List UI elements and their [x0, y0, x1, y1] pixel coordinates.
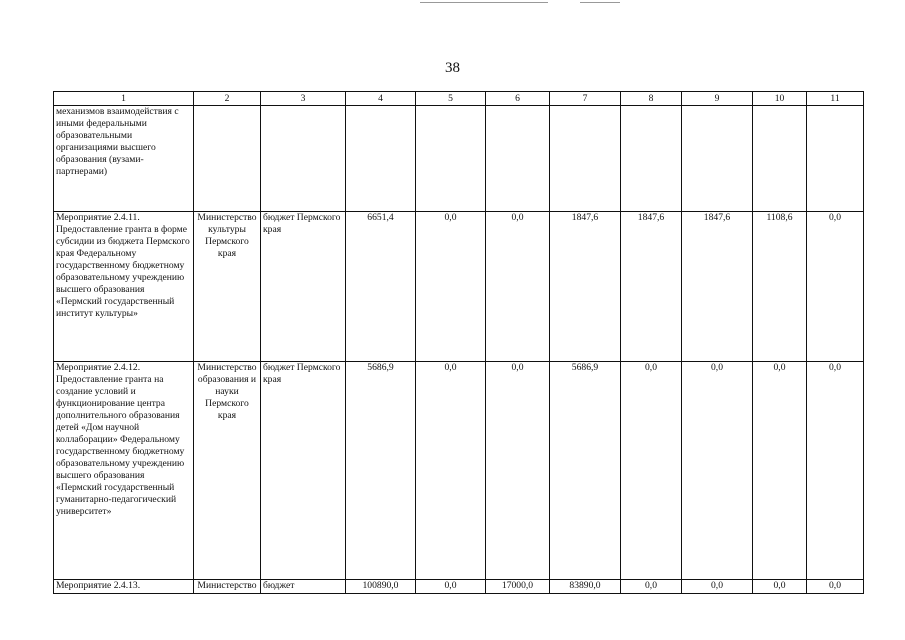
value-cell: 6651,4 — [346, 212, 416, 362]
value-cell: 0,0 — [753, 580, 807, 594]
executor-cell: Министерство культуры Пермского края — [194, 212, 261, 362]
value-cell — [486, 106, 550, 212]
column-header: 11 — [807, 92, 864, 106]
value-cell: 5686,9 — [346, 362, 416, 580]
scan-top-rule-right — [580, 2, 620, 3]
column-header: 7 — [550, 92, 621, 106]
table-row — [54, 580, 864, 594]
budget-table — [53, 91, 864, 594]
value-cell: 17000,0 — [486, 580, 550, 594]
value-cell: 0,0 — [621, 580, 682, 594]
value-cell: 100890,0 — [346, 580, 416, 594]
value-cell — [753, 106, 807, 212]
source-cell — [261, 106, 346, 212]
table-row — [54, 362, 864, 580]
column-header: 6 — [486, 92, 550, 106]
value-cell: 1108,6 — [753, 212, 807, 362]
value-cell: 1847,6 — [621, 212, 682, 362]
column-header: 9 — [682, 92, 753, 106]
value-cell: 0,0 — [682, 362, 753, 580]
value-cell — [550, 106, 621, 212]
value-cell: 0,0 — [807, 362, 864, 580]
value-cell: 1847,6 — [682, 212, 753, 362]
column-header: 3 — [261, 92, 346, 106]
value-cell: 0,0 — [621, 362, 682, 580]
value-cell: 0,0 — [486, 362, 550, 580]
value-cell: 0,0 — [807, 580, 864, 594]
value-cell: 0,0 — [416, 580, 486, 594]
value-cell — [807, 106, 864, 212]
value-cell: 1847,6 — [550, 212, 621, 362]
value-cell — [621, 106, 682, 212]
value-cell — [682, 106, 753, 212]
value-cell: 0,0 — [807, 212, 864, 362]
executor-cell — [194, 106, 261, 212]
table-row — [54, 106, 864, 212]
column-number-row — [54, 92, 864, 106]
value-cell — [346, 106, 416, 212]
measure-cell: Мероприятие 2.4.12. Предоставление гранта на создание условий и функционирование центра дополнительного образования детей «Дом научной коллаборации» Федеральному государственному бюджетному образовательному учреждению высшего образования «Пермский государственный гуманитарно-педагогический университет» — [54, 362, 194, 580]
value-cell: 0,0 — [753, 362, 807, 580]
value-cell — [416, 106, 486, 212]
value-cell: 5686,9 — [550, 362, 621, 580]
measure-cell: Мероприятие 2.4.13. — [54, 580, 194, 594]
measure-cell: Мероприятие 2.4.11. Предоставление гранта в форме субсидии из бюджета Пермского края Федеральному государственному бюджетному образовательному учреждению высшего образования «Пермский государственный институт культуры» — [54, 212, 194, 362]
value-cell: 0,0 — [486, 212, 550, 362]
page-number: 38 — [445, 60, 460, 76]
column-header: 10 — [753, 92, 807, 106]
source-cell: бюджет Пермского края — [261, 362, 346, 580]
scan-top-rule-left — [420, 2, 548, 3]
source-cell: бюджет Пермского края — [261, 212, 346, 362]
value-cell: 83890,0 — [550, 580, 621, 594]
column-header: 2 — [194, 92, 261, 106]
executor-cell: Министерство образования и науки Пермского края — [194, 362, 261, 580]
value-cell: 0,0 — [682, 580, 753, 594]
column-header: 1 — [54, 92, 194, 106]
column-header: 4 — [346, 92, 416, 106]
measure-cell: механизмов взаимодействия с иными федеральными образовательными организациями высшего образования (вузами-партнерами) — [54, 106, 194, 212]
source-cell: бюджет — [261, 580, 346, 594]
table-row — [54, 212, 864, 362]
column-header: 5 — [416, 92, 486, 106]
executor-cell: Министерство — [194, 580, 261, 594]
value-cell: 0,0 — [416, 362, 486, 580]
column-header: 8 — [621, 92, 682, 106]
value-cell: 0,0 — [416, 212, 486, 362]
